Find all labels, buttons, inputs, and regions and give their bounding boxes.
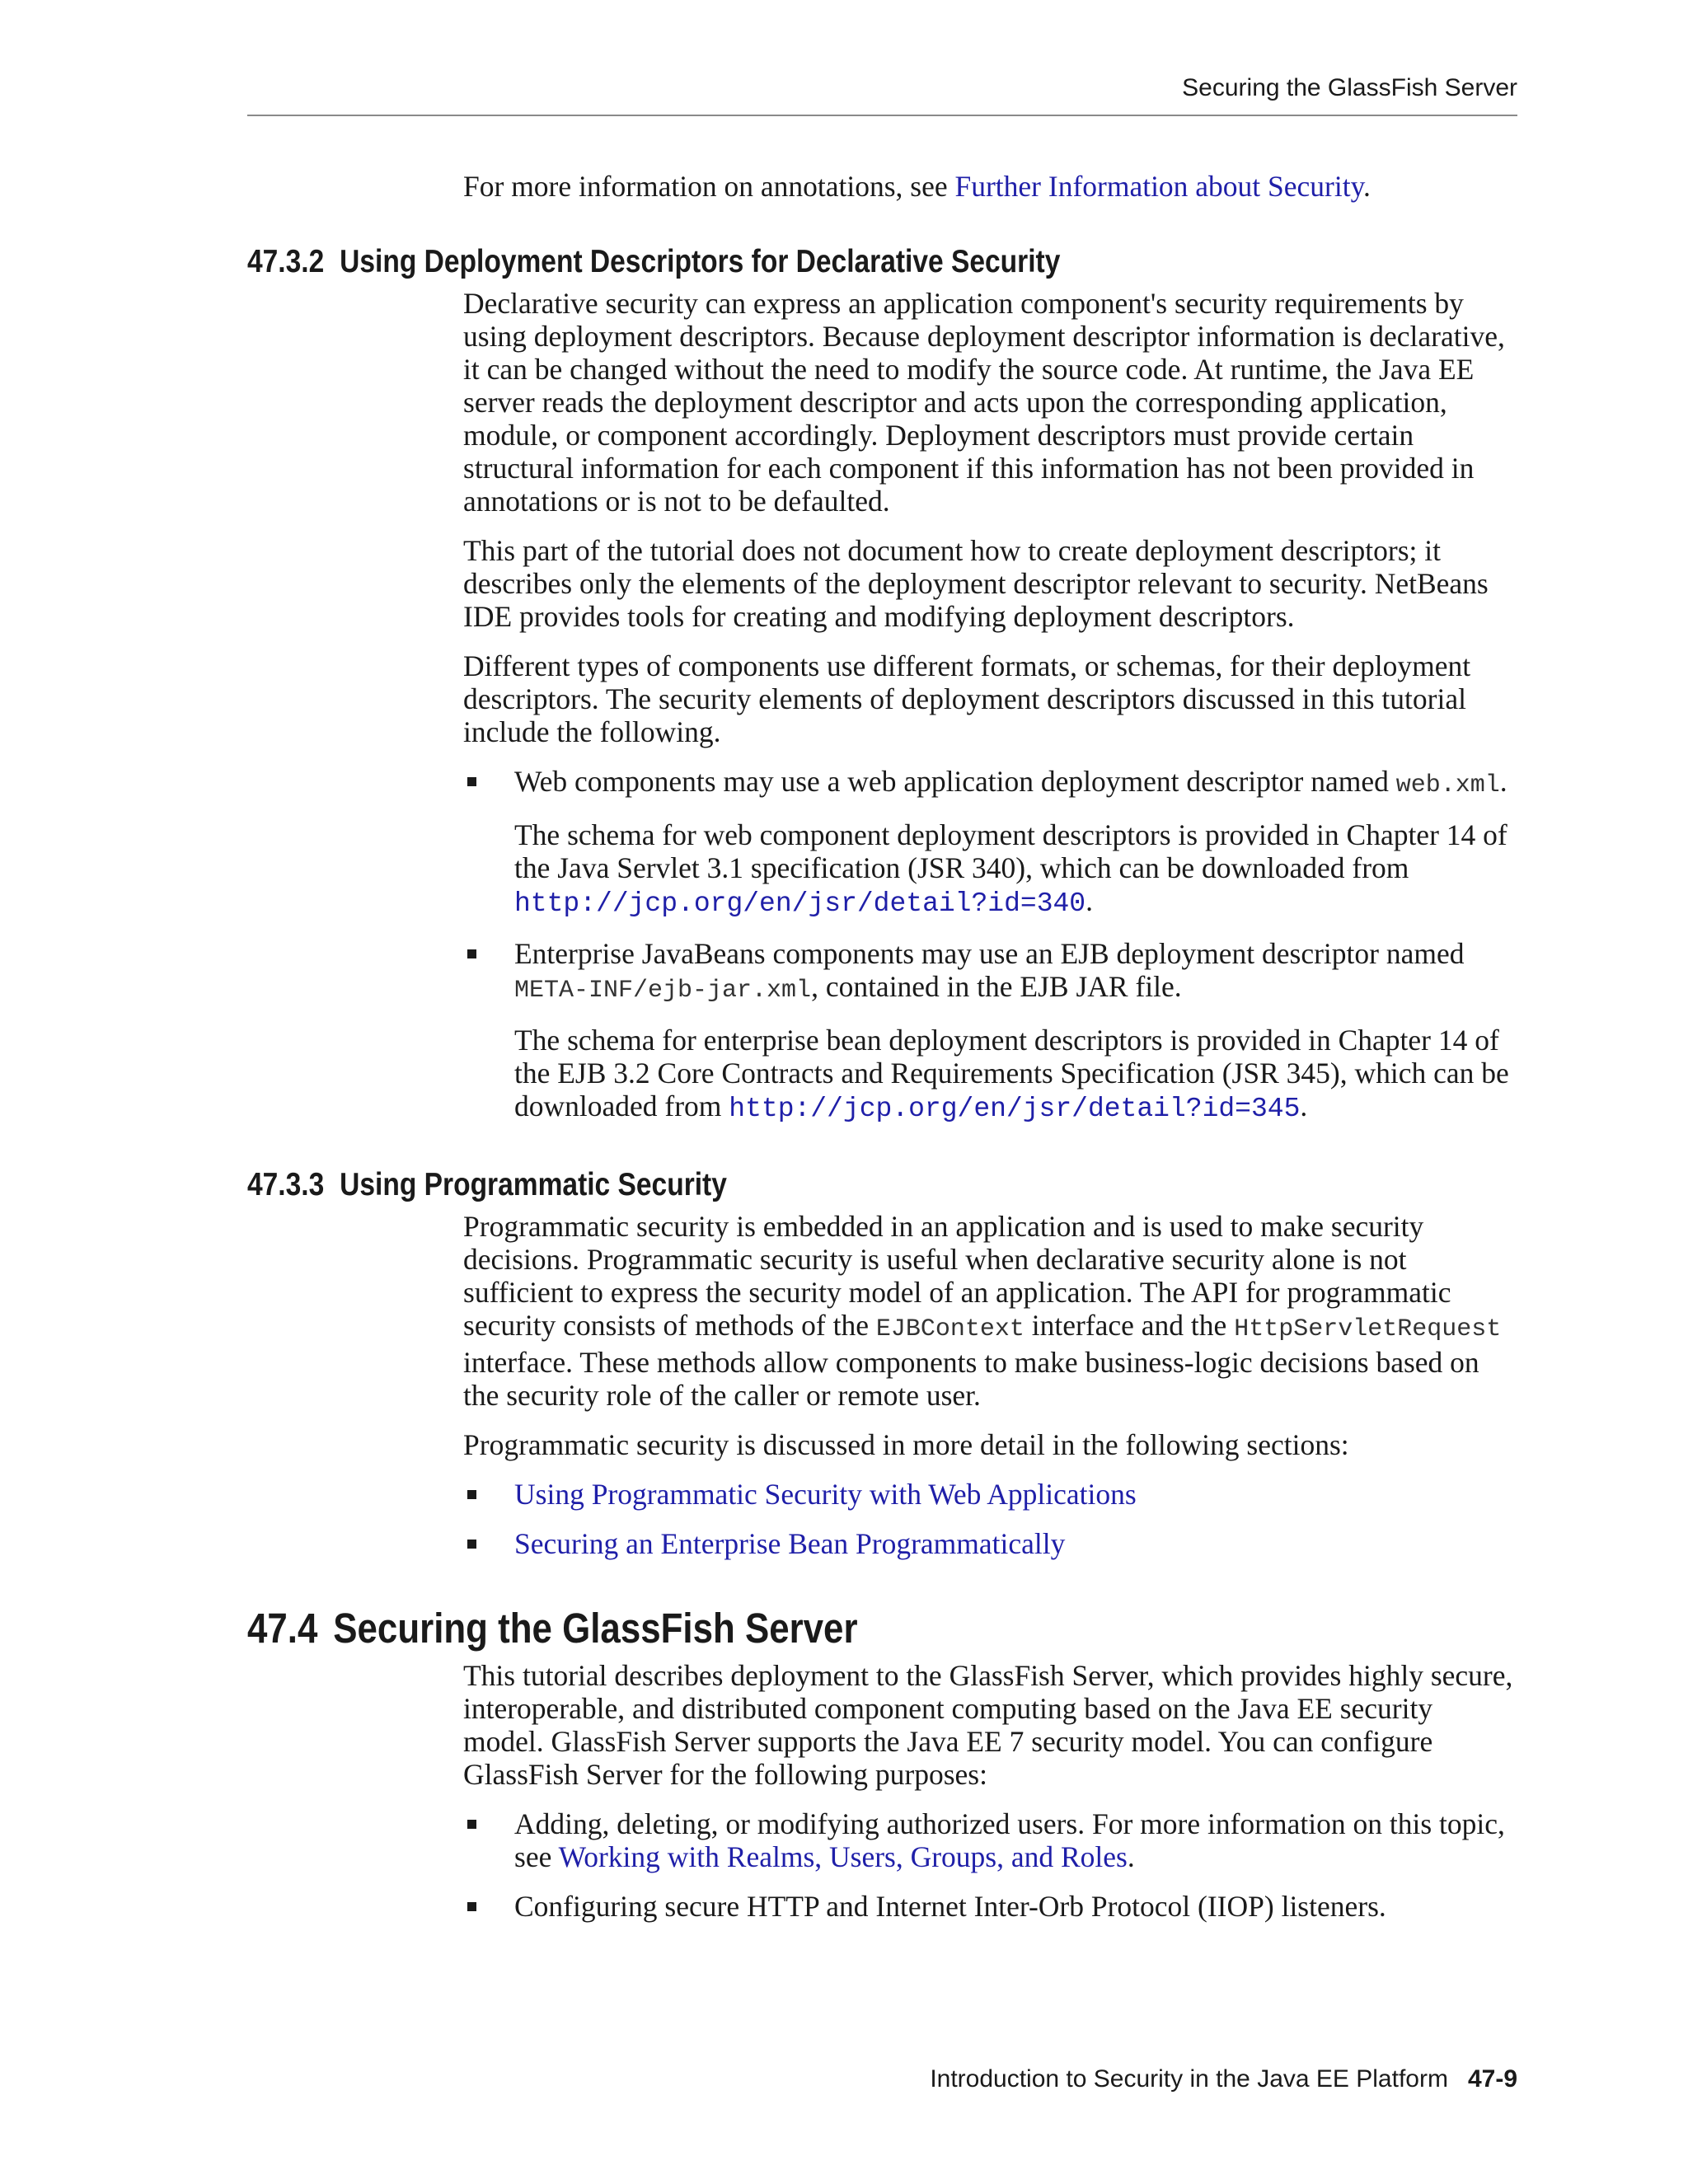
- paragraph: Programmatic security is discussed in more detail in the following sections:: [463, 1428, 1349, 1461]
- code-httpservletrequest: HttpServletRequest: [1234, 1315, 1502, 1343]
- list-item: [463, 937, 1517, 1126]
- link-jsr-340[interactable]: http://jcp.org/en/jsr/detail?id=340: [514, 888, 1086, 919]
- square-bullet-icon: [467, 1820, 476, 1829]
- section-number: 47.3.3: [247, 1167, 325, 1202]
- intro-paragraph: For more information on annotations, see Further Information about Security.: [463, 170, 1371, 203]
- square-bullet-icon: [467, 1540, 476, 1549]
- running-header: Securing the GlassFish Server: [1182, 74, 1517, 101]
- square-bullet-icon: [467, 1902, 476, 1911]
- link-jsr-345[interactable]: http://jcp.org/en/jsr/detail?id=345: [729, 1094, 1301, 1124]
- heading-47-4: [247, 1603, 1339, 1654]
- section-number: 47.4: [247, 1605, 318, 1652]
- square-bullet-icon: [467, 1490, 476, 1499]
- square-bullet-icon: [467, 777, 476, 786]
- intro-text: For more information on annotations, see: [463, 170, 955, 203]
- list-item-subparagraph: The schema for enterprise bean deployment descriptors is provided in Chapter 14 of the EJB 3.2 Core Contracts and Requirements Specification (JSR 345), which can be downloaded from http://jcp.org/en/jsr/detail?id=345.: [514, 1024, 1509, 1124]
- paragraph: Declarative security can express an application component's security requirements by using deployment descriptors. Because deployment descriptor information is declarative, it can be changed without the need to modify the source code. At runtime, the Java EE server reads the deployment descriptor and acts upon the corresponding application, module, or component accordingly. Deployment descriptors must provide certain structural information for each component if this information has not been provided in annotations or is not to be defaulted.: [463, 287, 1505, 518]
- link-further-information-security[interactable]: Further Information about Security: [954, 170, 1364, 203]
- page-number: 47-9: [1467, 2065, 1517, 2093]
- list-item-subparagraph: The schema for web component deployment descriptors is provided in Chapter 14 of the Java Servlet 3.1 specification (JSR 340), which can be downloaded from http://jcp.org/en/jsr/detail?id=340.: [514, 818, 1507, 919]
- programmatic-sections-list: [463, 1478, 1517, 1560]
- link-securing-enterprise-bean[interactable]: Securing an Enterprise Bean Programmatically: [514, 1527, 1066, 1560]
- code-web-xml: web.xml: [1395, 771, 1500, 799]
- footer-book-title: Introduction to Security in the Java EE Platform: [930, 2065, 1448, 2093]
- paragraph: Different types of components use different formats, or schemas, for their deployment descriptors. The security elements of deployment descriptors discussed in this tutorial include the following.: [463, 649, 1471, 748]
- paragraph: This part of the tutorial does not document how to create deployment descriptors; it describes only the elements of the deployment descriptor relevant to security. NetBeans IDE provides tools for creating and modifying deployment descriptors.: [463, 534, 1489, 633]
- list-item-text: Web components may use a web application deployment descriptor named web.xml.: [514, 765, 1507, 799]
- paragraph: This tutorial describes deployment to the GlassFish Server, which provides highly secure, interoperable, and distributed component computing based on the Java EE security model. GlassFish Server supports the Java EE 7 security model. You can configure GlassFish Server for the following purposes:: [463, 1659, 1513, 1791]
- list-item: [463, 1807, 1517, 1873]
- code-ejbcontext: EJBContext: [875, 1315, 1025, 1343]
- descriptor-list: [463, 765, 1517, 1126]
- glassfish-purposes-list: [463, 1807, 1517, 1923]
- header-rule: [247, 115, 1517, 116]
- list-item-text: Enterprise JavaBeans components may use an EJB deployment descriptor named META-INF/ejb-jar.xml, contained in the EJB JAR file.: [514, 937, 1465, 1005]
- section-number: 47.3.2: [247, 244, 325, 279]
- list-item-text: Configuring secure HTTP and Internet Inter-Orb Protocol (IIOP) listeners.: [514, 1890, 1386, 1923]
- link-programmatic-security-web[interactable]: Using Programmatic Security with Web Applications: [514, 1478, 1137, 1511]
- list-item: [463, 1890, 1517, 1923]
- list-item: [463, 765, 1517, 921]
- list-item-text: [514, 1478, 1517, 1511]
- list-item-text: Adding, deleting, or modifying authorized users. For more information on this topic, see Working with Realms, Users, Groups, and Roles.: [514, 1807, 1505, 1873]
- page-content: [247, 170, 1517, 1939]
- section-title: Securing the GlassFish Server: [333, 1605, 858, 1652]
- paragraph: Programmatic security is embedded in an application and is used to make security decisions. Programmatic security is useful when declarative security alone is not sufficient to express the security model of an application. The API for programmatic security consists of methods of the EJBContext interface and the HttpServletRequest interface. These methods allow components to make business-logic decisions based on the security role of the caller or remote user.: [463, 1210, 1502, 1412]
- link-working-with-realms[interactable]: Working with Realms, Users, Groups, and Roles: [558, 1840, 1128, 1873]
- section-title: Using Programmatic Security: [340, 1167, 727, 1202]
- code-ejb-jar-xml: META-INF/ejb-jar.xml: [514, 977, 812, 1005]
- running-footer: [247, 2065, 1517, 2093]
- list-item: [463, 1527, 1517, 1560]
- heading-47-3-3: [247, 1165, 1339, 1205]
- square-bullet-icon: [467, 949, 476, 958]
- heading-47-3-2: [247, 242, 1339, 282]
- list-item: [463, 1478, 1517, 1511]
- section-title: Using Deployment Descriptors for Declarative Security: [340, 244, 1061, 279]
- list-item-text: [514, 1527, 1517, 1560]
